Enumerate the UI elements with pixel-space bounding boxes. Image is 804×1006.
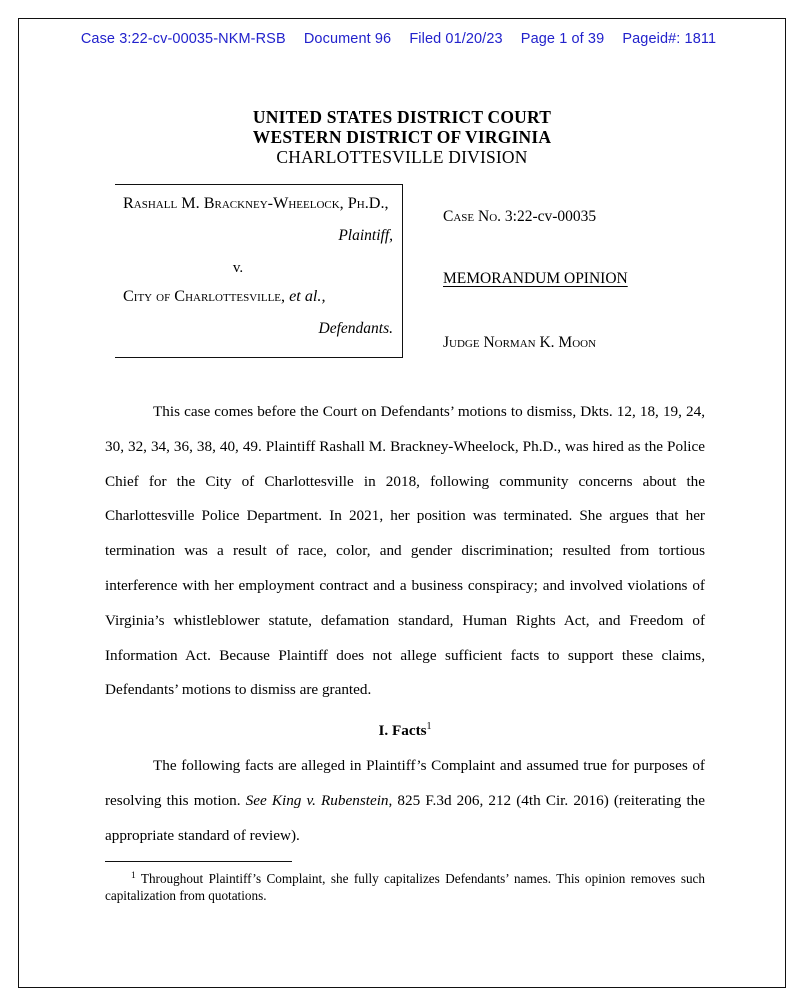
- ecf-header-stamp: [19, 31, 785, 47]
- case-number-label: Case No.: [443, 208, 502, 225]
- body-paragraph-2-lead: The following facts are alleged in Plaintiff’s Complaint and assumed true for purposes of resolving this motion.: [105, 756, 705, 809]
- caption-parties-column: [123, 184, 395, 338]
- document-page: [18, 18, 786, 988]
- footnote-reference-marker: 1: [426, 721, 432, 733]
- defendant-name-text: City of Charlottesville,: [123, 287, 286, 305]
- caption-info-column: [443, 184, 715, 352]
- case-number-line: [443, 184, 715, 226]
- defendant-etal: et al.,: [289, 287, 326, 305]
- court-name-line-1: UNITED STATES DISTRICT COURT: [252, 107, 552, 127]
- footnote-separator-rule: [105, 861, 292, 862]
- case-caption: [115, 184, 715, 359]
- footnote-number: 1: [131, 871, 136, 881]
- court-title-block: [19, 107, 785, 168]
- defendant-name: [123, 277, 395, 305]
- plaintiff-role-label: Plaintiff,: [338, 227, 393, 244]
- footnote-text: Throughout Plaintiff’s Complaint, she fully capitalizes Defendants’ names. This opinion removes such capitalization from quotations.: [105, 871, 705, 903]
- section-heading-facts: [105, 708, 705, 749]
- plaintiff-name: Rashall M. Brackney-Wheelock, Ph.D.,: [123, 194, 389, 212]
- footnote-1: [105, 871, 705, 904]
- ecf-page-number: Page 1 of 39: [520, 31, 605, 47]
- case-citation-italic: See King v. Rubenstein: [245, 791, 389, 809]
- ecf-case-number: Case 3:22-cv-00035-NKM-RSB: [80, 31, 286, 47]
- footnote-block: [105, 861, 705, 904]
- case-number-value: 3:22-cv-00035: [504, 208, 597, 225]
- court-division-line: CHARLOTTESVILLE DIVISION: [276, 147, 528, 167]
- opinion-body: [105, 395, 705, 853]
- versus-label: v.: [232, 260, 244, 276]
- body-paragraph-1: This case comes before the Court on Defendants’ motions to dismiss, Dkts. 12, 18, 19, 24, 30, 32, 34, 36, 38, 40, 49. Plaintiff Rashall M. Brackney-Wheelock, Ph.D., was hired as the Police Chief for the City of Charlottesville in 2018, following community concerns about the Charlottesville Police Department. In 2021, her position was terminated. She argues that her termination was a result of race, color, and gender discrimination; resulted from tortious interference with her employment contract and a business conspiracy; and involved violations of Virginia’s whistleblower statute, defamation standard, Human Rights Act, and Freedom of Information Act. Because Plaintiff does not allege sufficient facts to support these claims, Defendants’ motions to dismiss are granted.: [105, 403, 705, 699]
- document-type-heading: [443, 226, 715, 288]
- judge-name: Judge Norman K. Moon: [443, 334, 597, 351]
- document-type-text: MEMORANDUM OPINION: [443, 270, 628, 287]
- body-paragraph-2: [105, 749, 705, 853]
- defendant-role-label: Defendants.: [318, 320, 393, 337]
- ecf-pageid: Pageid#: 1811: [622, 31, 717, 47]
- ecf-filed-date: Filed 01/20/23: [409, 31, 503, 47]
- section-heading-text: I. Facts: [378, 722, 427, 740]
- court-name-line-2: WESTERN DISTRICT OF VIRGINIA: [252, 127, 552, 147]
- ecf-document-number: Document 96: [303, 31, 392, 47]
- body-paragraph-2-tail: , 825 F.3d 206, 212 (4th Cir. 2016) (reiterating the appropriate standard of review).: [105, 791, 705, 844]
